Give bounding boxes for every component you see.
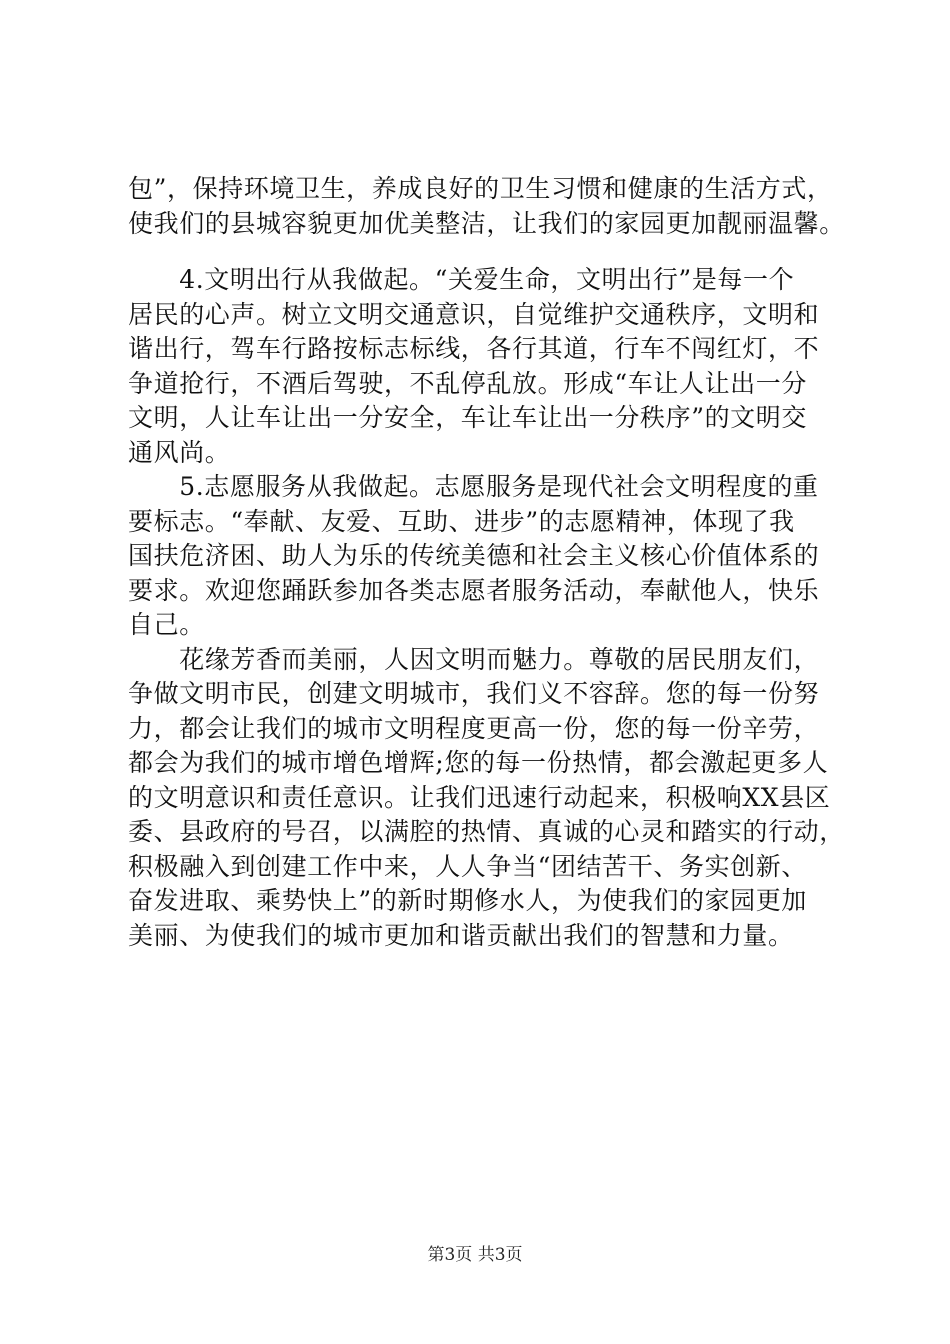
text-line: 要求。欢迎您踊跃参加各类志愿者服务活动，奉献他人，快乐 [128, 575, 820, 605]
page-number-footer: 第3页 共3页 [427, 1245, 523, 1265]
text-line: 的文明意识和责任意识。让我们迅速行动起来，积极响XX县区 [128, 782, 831, 812]
text-line: 通风尚。 [128, 437, 231, 467]
text-line: 奋发进取、乘势快上”的新时期修水人，为使我们的家园更加 [128, 886, 807, 915]
paragraph-continuation [128, 172, 848, 241]
text-line: 美丽、为使我们的城市更加和谐贡献出我们的智慧和力量。 [128, 920, 794, 950]
paragraph-closing [128, 643, 848, 954]
text-line: 委、县政府的号召，以满腔的热情、真诚的心灵和踏实的行动， [128, 817, 845, 846]
text-line: 都会为我们的城市增色增辉;您的每一份热情，都会激起更多人 [128, 748, 829, 777]
text-line: 5.志愿服务从我做起。志愿服务是现代社会文明程度的重 [128, 472, 819, 501]
text-line: 包”，保持环境卫生，养成良好的卫生习惯和健康的生活方式， [128, 174, 833, 203]
text-line: 自己。 [128, 610, 205, 639]
text-line: 4.文明出行从我做起。“关爱生命，文明出行”是每一个 [128, 265, 795, 294]
text-line: 使我们的县城容貌更加优美整洁，让我们的家园更加靓丽温馨。 [128, 208, 845, 238]
text-line: 要标志。“奉献、友爱、互助、进步”的志愿精神，体现了我 [128, 506, 795, 536]
document-body [128, 172, 848, 953]
text-line: 国扶危济困、助人为乐的传统美德和社会主义核心价值体系的 [128, 541, 820, 570]
text-line: 积极融入到创建工作中来，人人争当“团结苦干、务实创新、 [128, 851, 807, 881]
text-line: 争做文明市民，创建文明城市，我们义不容辞。您的每一份努 [128, 679, 820, 708]
text-line: 文明，人让车让出一分安全，车让车让出一分秩序”的文明交 [128, 403, 807, 432]
text-line: 花缘芳香而美丽，人因文明而魅力。尊敬的居民朋友们， [128, 644, 820, 674]
text-line: 谐出行，驾车行路按标志标线，各行其道，行车不闯红灯，不 [128, 334, 820, 363]
text-line: 力，都会让我们的城市文明程度更高一份，您的每一份辛劳， [128, 713, 820, 743]
paragraph-item-4 [128, 263, 848, 470]
text-line: 居民的心声。树立文明交通意识，自觉维护交通秩序，文明和 [128, 299, 820, 329]
text-line: 争道抢行，不酒后驾驶，不乱停乱放。形成“车让人让出一分 [128, 368, 807, 398]
paragraph-item-5 [128, 470, 848, 643]
paragraph-gap [128, 241, 848, 263]
